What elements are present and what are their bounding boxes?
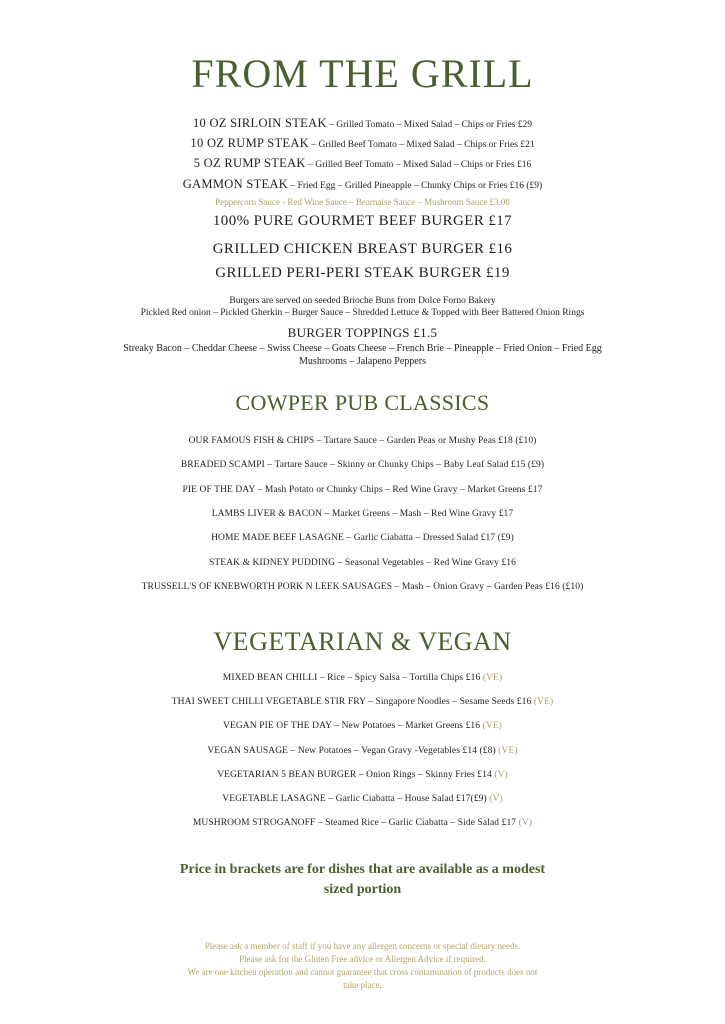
vegetarian-item-text: THAI SWEET CHILLI VEGETABLE STIR FRY – Singapore Noodles – Sesame Seeds £16 (171, 697, 534, 707)
allergen-disclaimer: Please ask a member of staff if you have any allergen concerns or special dietary needs. (204, 941, 521, 951)
vegetarian-item-text: VEGETARIAN 5 BEAN BURGER – Onion Rings – Skinny Fries £14 (217, 770, 495, 780)
vegetarian-item (0, 768, 725, 782)
classic-item: HOME MADE BEEF LASAGNE – Garlic Ciabatta – Dressed Salad £17 (£9) (211, 533, 514, 543)
diet-tag: (VE) (533, 697, 554, 707)
vegetarian-section-title: VEGETARIAN & VEGAN (213, 627, 512, 656)
grill-item-name: 5 OZ RUMP STEAK (193, 156, 306, 170)
classic-item: STEAK & KIDNEY PUDDING – Seasonal Vegetables – Red Wine Gravy £16 (209, 558, 516, 568)
grill-item (0, 154, 725, 174)
toppings-title: BURGER TOPPINGS £1.5 (287, 325, 438, 340)
grill-item-name: 10 OZ RUMP STEAK (190, 136, 310, 150)
burger-item (0, 240, 725, 258)
vegetarian-item-text: VEGETABLE LASAGNE – Garlic Ciabatta – House Salad £17(£9) (222, 794, 490, 804)
classic-item: LAMBS LIVER & BACON – Market Greens – Mash – Red Wine Gravy £17 (211, 509, 514, 519)
toppings-list: Streaky Bacon – Cheddar Cheese – Swiss Cheese – Goats Cheese – French Brie – Pineapple – Fried Onion – Fried Egg (123, 343, 602, 354)
vegetarian-item (0, 719, 725, 733)
allergen-disclaimer: We are one kitchen operation and cannot guarantee that cross contamination of products does not (187, 967, 538, 977)
diet-tag: (V) (489, 794, 503, 804)
classic-item: PIE OF THE DAY – Mash Potato or Chunky Chips – Red Wine Gravy – Market Greens £17 (182, 485, 543, 495)
grill-item-name: GAMMON STEAK (182, 177, 289, 191)
classic-item: TRUSSELL'S OF KNEBWORTH PORK N LEEK SAUSAGES – Mash – Onion Gravy – Garden Peas £16 (£10) (141, 582, 584, 592)
burger-note: Burgers are served on seeded Brioche Buns from Dolce Forno Bakery (229, 296, 496, 306)
grill-item-desc: – Grilled Tomato – Mixed Salad – Chips or Fries £29 (326, 120, 533, 130)
diet-tag: (V) (494, 770, 508, 780)
grill-item-name: 10 OZ SIRLOIN STEAK (192, 116, 327, 130)
burger-item (0, 212, 725, 230)
allergen-disclaimer: Please ask for the Gluten Free advice or Allergen Advice if required. (239, 954, 486, 964)
grill-item-desc: – Fried Egg – Grilled Pineapple – Chunky Chips or Fries £16 (£9) (288, 181, 543, 191)
grill-item-desc: – Grilled Beef Tomato – Mixed Salad – Chips or Fries £16 (305, 160, 532, 170)
vegetarian-item (0, 792, 725, 806)
diet-tag: (VE) (482, 673, 503, 683)
sauces-line: Peppercorn Sauce - Red Wine Sauce – Bearnaise Sauce – Mushroom Sauce £3.00 (215, 197, 510, 207)
vegetarian-item-text: MIXED BEAN CHILLI – Rice – Spicy Salsa – Tortilla Chips £16 (222, 673, 483, 683)
vegetarian-item (0, 671, 725, 685)
classics-section-title: COWPER PUB CLASSICS (235, 390, 490, 415)
diet-tag: (VE) (482, 721, 502, 731)
grill-section-title: FROM THE GRILL (191, 51, 534, 96)
vegetarian-item (0, 695, 725, 709)
burger-note: Pickled Red onion – Pickled Gherkin – Burger Sauce – Shredded Lettuce & Topped with Beer Battered Onion Rings (140, 308, 585, 318)
vegetarian-item-text: VEGAN SAUSAGE – New Potatoes – Vegan Gravy -Vegetables £14 (£8) (207, 746, 499, 756)
classic-item: OUR FAMOUS FISH & CHIPS – Tartare Sauce – Garden Peas or Mushy Peas £18 (£10) (188, 436, 537, 446)
grill-item (0, 114, 725, 134)
burger-item-name: 100% PURE GOURMET BEEF BURGER £17 (212, 213, 513, 229)
burger-item-name: GRILLED PERI-PERI STEAK BURGER £19 (215, 265, 510, 281)
allergen-disclaimer: take place. (343, 980, 382, 990)
diet-tag: (V) (518, 818, 533, 828)
diet-tag: (VE) (498, 746, 518, 756)
vegetarian-item-text: VEGAN PIE OF THE DAY – New Potatoes – Market Greens £16 (222, 721, 483, 731)
grill-item (0, 134, 725, 154)
grill-item (0, 175, 725, 195)
vegetarian-item (0, 744, 725, 758)
price-note: sized portion (323, 882, 402, 897)
burger-item-name: GRILLED CHICKEN BREAST BURGER £16 (212, 241, 513, 257)
burger-item (0, 264, 725, 282)
grill-item-desc: – Grilled Beef Tomato – Mixed Salad – Chips or Fries £21 (309, 140, 535, 150)
price-note: Price in brackets are for dishes that are available as a modest (179, 862, 546, 877)
vegetarian-item (0, 816, 725, 830)
toppings-list: Mushrooms – Jalapeno Peppers (299, 356, 426, 367)
classic-item: BREADED SCAMPI – Tartare Sauce – Skinny or Chunky Chips – Baby Leaf Salad £15 (£9) (180, 460, 545, 470)
vegetarian-item-text: MUSHROOM STROGANOFF – Steamed Rice – Garlic Ciabatta – Side Salad £17 (192, 818, 519, 828)
